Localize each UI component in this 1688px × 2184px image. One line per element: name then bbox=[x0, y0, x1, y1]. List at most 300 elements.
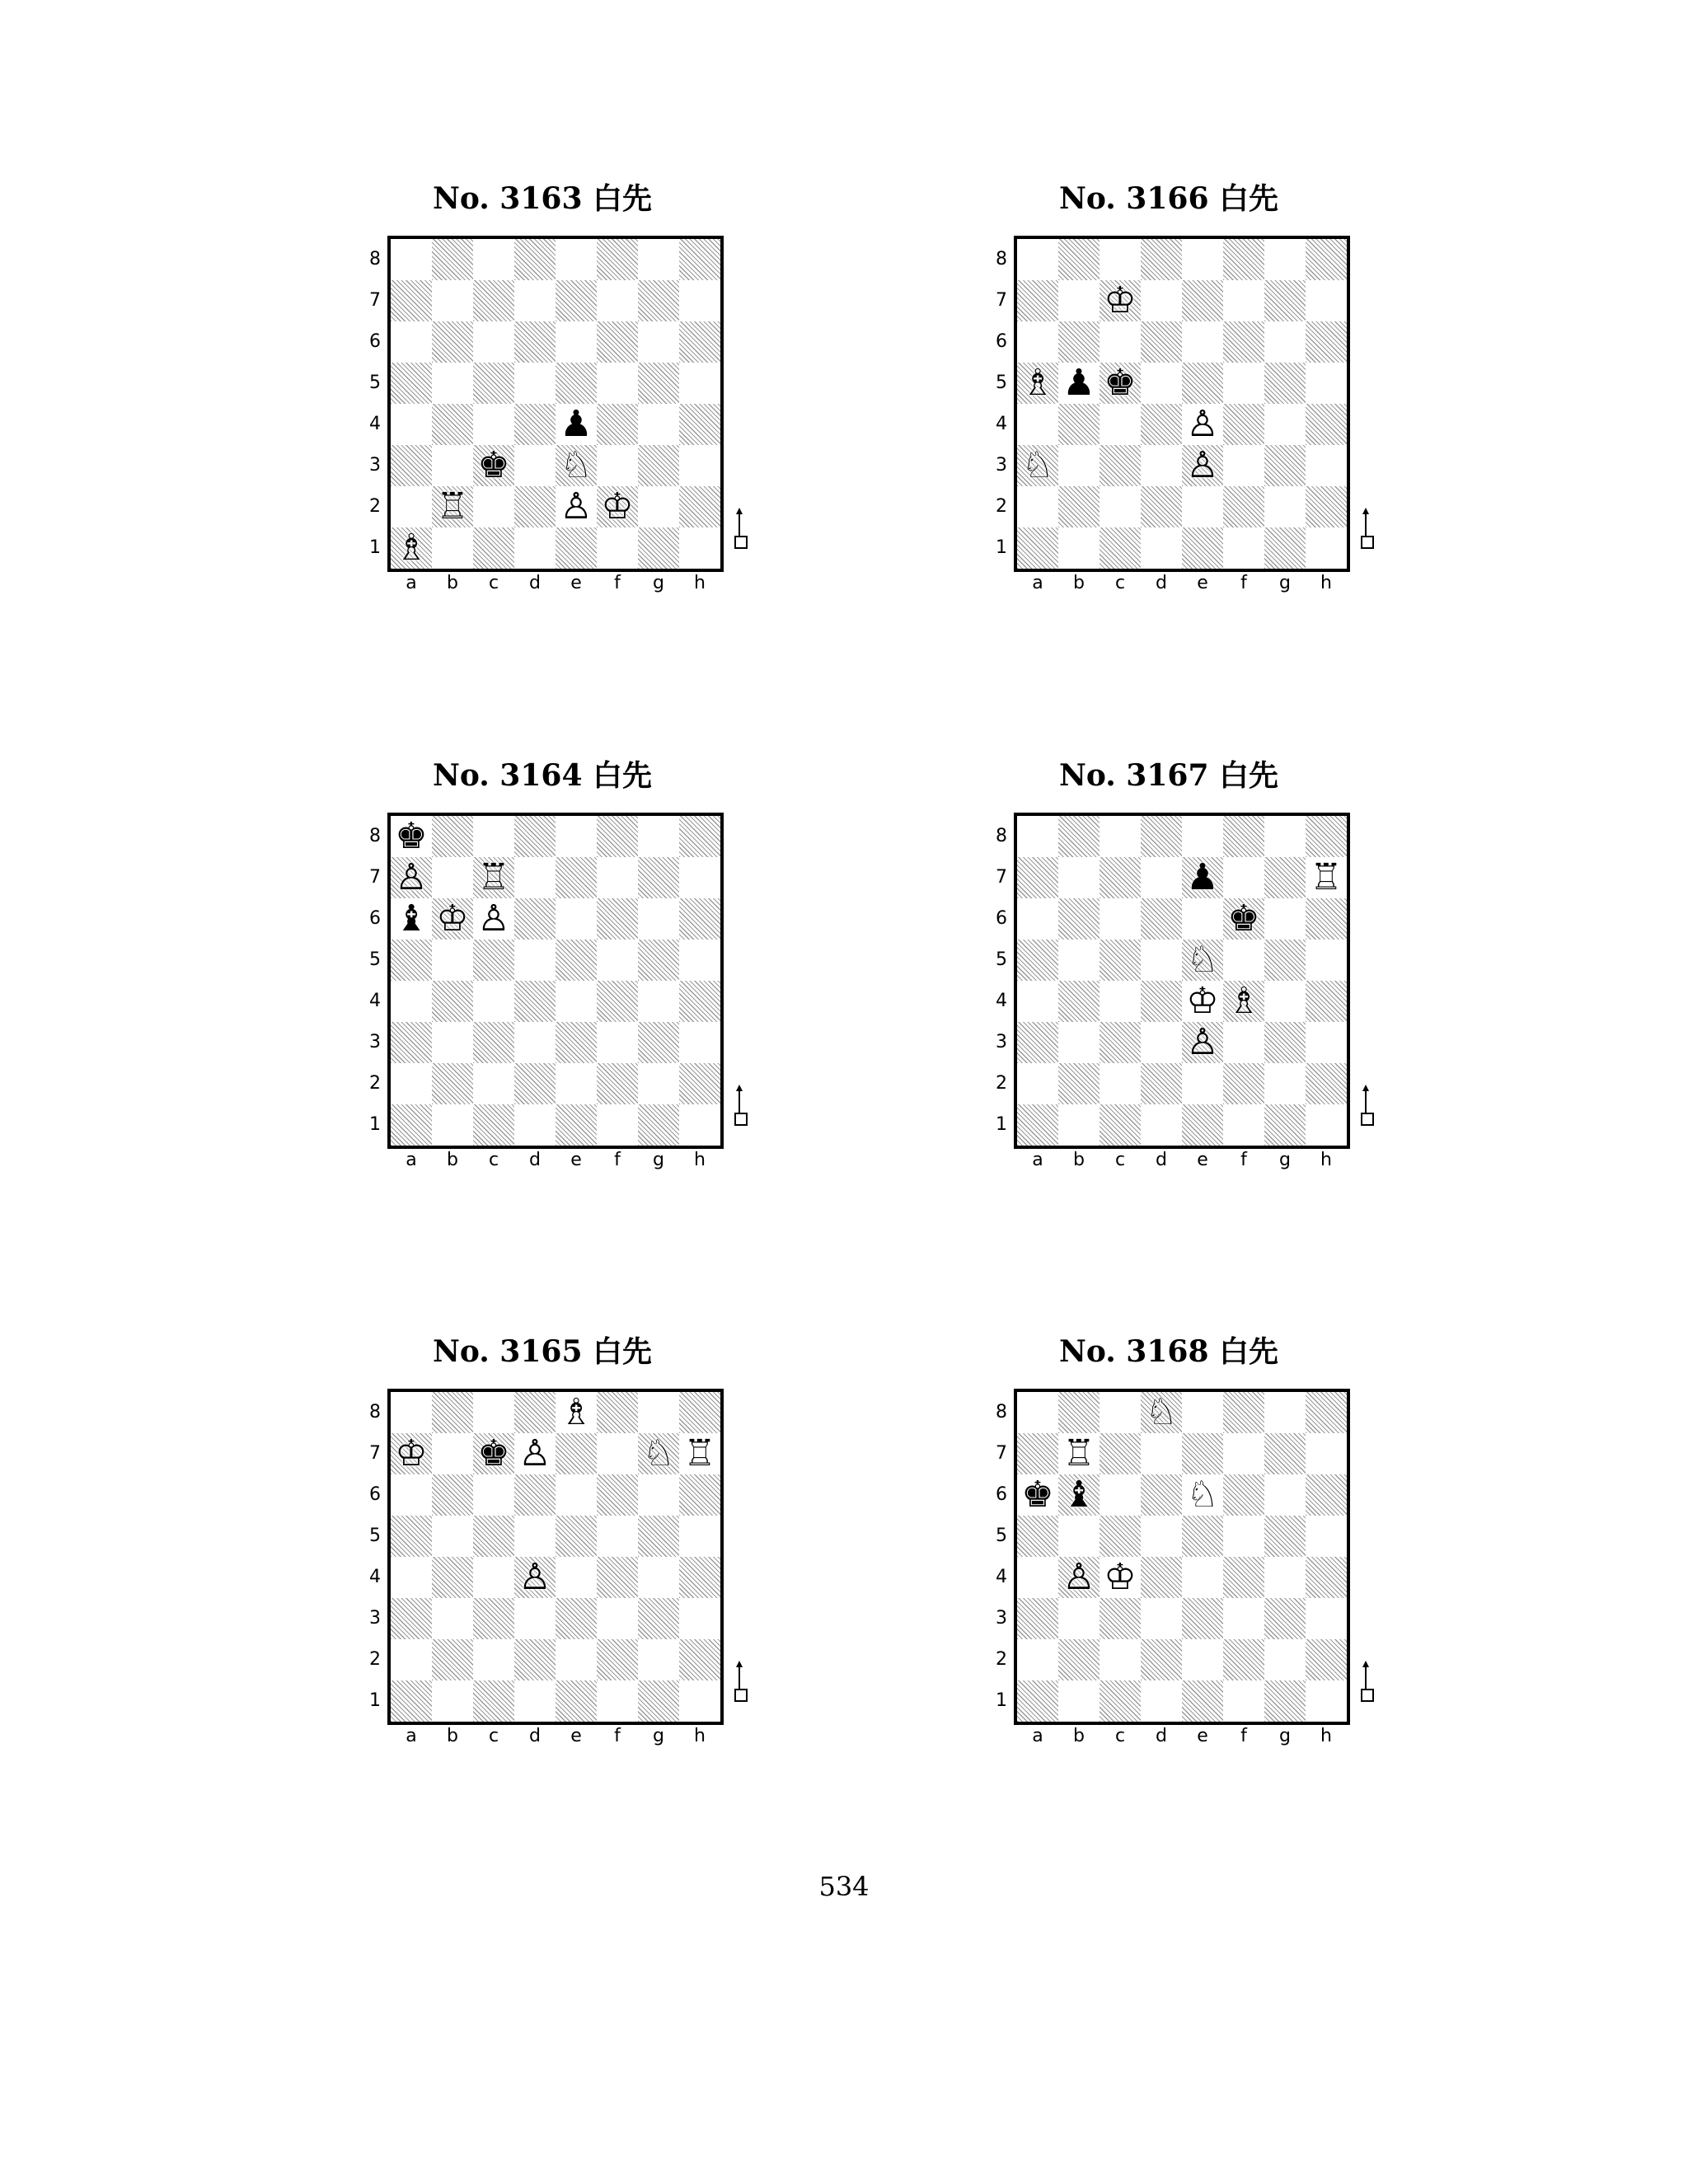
board-square bbox=[1058, 857, 1100, 898]
board-square bbox=[391, 981, 432, 1022]
board-square bbox=[391, 1022, 432, 1063]
board-square bbox=[1306, 280, 1347, 321]
board-square bbox=[391, 1639, 432, 1680]
file-label: h bbox=[694, 1726, 706, 1746]
board-square bbox=[514, 898, 556, 940]
file-label: c bbox=[1114, 573, 1126, 593]
rank-label: 3 bbox=[369, 1032, 381, 1052]
board-square bbox=[1141, 1557, 1182, 1598]
rank-label: 7 bbox=[369, 290, 381, 311]
board-square bbox=[1141, 1516, 1182, 1557]
rank-label: 6 bbox=[369, 908, 381, 929]
board-square bbox=[1100, 1433, 1141, 1474]
board-square bbox=[638, 1104, 679, 1146]
file-label: e bbox=[570, 573, 582, 593]
rank-label: 4 bbox=[369, 991, 381, 1011]
board-square bbox=[679, 404, 720, 445]
board-square bbox=[1100, 857, 1141, 898]
board-square bbox=[1223, 816, 1264, 857]
file-label: h bbox=[1320, 1726, 1332, 1746]
rank-label: 6 bbox=[369, 331, 381, 352]
white-pawn-icon: ♙ bbox=[560, 485, 593, 527]
board-square bbox=[556, 1022, 597, 1063]
board-square bbox=[1182, 1598, 1223, 1639]
board-square bbox=[1100, 239, 1141, 280]
black-king-icon: ♚ bbox=[477, 1432, 510, 1474]
file-label: c bbox=[1114, 1726, 1126, 1746]
board-square bbox=[1141, 1063, 1182, 1104]
rank-label: 8 bbox=[996, 1402, 1007, 1422]
board-square bbox=[432, 1598, 473, 1639]
board-square bbox=[1141, 1104, 1182, 1146]
board-square bbox=[597, 1433, 638, 1474]
board-square bbox=[638, 1516, 679, 1557]
board-square bbox=[473, 1474, 514, 1516]
white-to-move-icon bbox=[734, 536, 748, 549]
board-square bbox=[679, 1516, 720, 1557]
white-pawn-icon: ♙ bbox=[1186, 444, 1219, 486]
board-square bbox=[1058, 280, 1100, 321]
rank-label: 8 bbox=[996, 826, 1007, 846]
board-square bbox=[473, 1104, 514, 1146]
board-square bbox=[556, 816, 597, 857]
file-label: g bbox=[1279, 573, 1291, 593]
rank-label: 3 bbox=[369, 1608, 381, 1629]
white-rook-icon: ♖ bbox=[1310, 856, 1343, 898]
board-square bbox=[597, 1022, 638, 1063]
white-king-icon: ♔ bbox=[395, 1432, 428, 1474]
board-square bbox=[638, 816, 679, 857]
board-square bbox=[1264, 1680, 1306, 1722]
board-square bbox=[1058, 1392, 1100, 1433]
board-square bbox=[679, 898, 720, 940]
board-square bbox=[638, 1433, 679, 1474]
rank-label: 2 bbox=[369, 496, 381, 517]
page-number: 534 bbox=[818, 1871, 870, 1902]
board-square bbox=[1058, 363, 1100, 404]
turn-indicator bbox=[1358, 1661, 1375, 1702]
black-king-icon: ♚ bbox=[1021, 1474, 1054, 1516]
board-square bbox=[1182, 1063, 1223, 1104]
board-square bbox=[391, 239, 432, 280]
white-rook-icon: ♖ bbox=[683, 1432, 716, 1474]
chess-board bbox=[1014, 813, 1350, 1149]
board-square bbox=[1182, 363, 1223, 404]
board-square bbox=[1182, 527, 1223, 569]
turn-indicator bbox=[732, 1085, 748, 1126]
board-square bbox=[1100, 940, 1141, 981]
board-square bbox=[1264, 1557, 1306, 1598]
board-square bbox=[473, 280, 514, 321]
board-square bbox=[432, 527, 473, 569]
rank-label: 1 bbox=[369, 1690, 381, 1711]
board-square bbox=[1058, 898, 1100, 940]
rank-label: 6 bbox=[996, 908, 1007, 929]
board-square bbox=[597, 940, 638, 981]
board-square bbox=[432, 1516, 473, 1557]
board-square bbox=[1182, 280, 1223, 321]
board-square bbox=[391, 857, 432, 898]
board-square bbox=[1058, 1639, 1100, 1680]
board-square bbox=[473, 816, 514, 857]
rank-label: 2 bbox=[369, 1649, 381, 1670]
chess-diagram bbox=[954, 755, 1383, 1216]
rank-label: 4 bbox=[996, 1567, 1007, 1587]
board-square bbox=[597, 404, 638, 445]
board-square bbox=[1100, 1022, 1141, 1063]
board-square bbox=[1223, 898, 1264, 940]
board-square bbox=[514, 445, 556, 486]
board-square bbox=[1017, 527, 1058, 569]
board-square bbox=[514, 1022, 556, 1063]
chess-diagram bbox=[954, 178, 1383, 640]
board-square bbox=[1100, 816, 1141, 857]
board-square bbox=[1182, 1392, 1223, 1433]
board-square bbox=[1100, 1104, 1141, 1146]
board-square bbox=[1306, 321, 1347, 363]
file-label: c bbox=[488, 1726, 499, 1746]
board-square bbox=[473, 486, 514, 527]
board-square bbox=[1141, 404, 1182, 445]
board-square bbox=[1100, 1392, 1141, 1433]
rank-label: 5 bbox=[996, 1526, 1007, 1546]
board-square bbox=[1264, 1639, 1306, 1680]
board-square bbox=[1017, 1516, 1058, 1557]
board-square bbox=[556, 445, 597, 486]
board-square bbox=[432, 1104, 473, 1146]
board-square bbox=[1058, 404, 1100, 445]
board-square bbox=[473, 1392, 514, 1433]
black-bishop-icon: ♝ bbox=[395, 898, 428, 940]
board-square bbox=[1058, 940, 1100, 981]
white-pawn-icon: ♙ bbox=[1186, 403, 1219, 445]
board-square bbox=[1100, 1639, 1141, 1680]
file-label: d bbox=[529, 1726, 541, 1746]
board-square bbox=[556, 404, 597, 445]
board-square bbox=[391, 1474, 432, 1516]
board-square bbox=[679, 1680, 720, 1722]
board-square bbox=[473, 857, 514, 898]
file-label: d bbox=[529, 1150, 541, 1170]
white-bishop-icon: ♗ bbox=[395, 527, 428, 569]
board-square bbox=[1141, 898, 1182, 940]
black-pawn-icon: ♟ bbox=[1186, 856, 1219, 898]
board-square bbox=[1141, 1022, 1182, 1063]
file-label: g bbox=[1279, 1726, 1291, 1746]
board-square bbox=[597, 981, 638, 1022]
board-square bbox=[679, 1598, 720, 1639]
board-square bbox=[556, 1598, 597, 1639]
board-square bbox=[514, 527, 556, 569]
board-square bbox=[1223, 321, 1264, 363]
file-label: f bbox=[1240, 1150, 1247, 1170]
problem-title: No. 3164 白先 bbox=[432, 758, 653, 793]
board-square bbox=[1017, 1557, 1058, 1598]
board-square bbox=[556, 1557, 597, 1598]
board-square bbox=[1058, 1022, 1100, 1063]
board-square bbox=[556, 527, 597, 569]
board-square bbox=[556, 486, 597, 527]
file-label: e bbox=[1197, 573, 1208, 593]
file-label: a bbox=[406, 573, 417, 593]
board-square bbox=[1223, 1639, 1264, 1680]
board-square bbox=[1182, 857, 1223, 898]
board-square bbox=[679, 1063, 720, 1104]
rank-label: 7 bbox=[996, 290, 1007, 311]
white-knight-icon: ♘ bbox=[560, 444, 593, 486]
file-label: h bbox=[694, 573, 706, 593]
white-pawn-icon: ♙ bbox=[518, 1432, 551, 1474]
board-square bbox=[556, 1104, 597, 1146]
board-square bbox=[1306, 898, 1347, 940]
rank-label: 6 bbox=[996, 1484, 1007, 1505]
board-square bbox=[1306, 940, 1347, 981]
board-square bbox=[638, 1022, 679, 1063]
board-square bbox=[1182, 1433, 1223, 1474]
board-square bbox=[1223, 1433, 1264, 1474]
board-square bbox=[1182, 816, 1223, 857]
rank-label: 7 bbox=[996, 867, 1007, 888]
board-square bbox=[1264, 1392, 1306, 1433]
board-square bbox=[1223, 857, 1264, 898]
file-label: c bbox=[488, 573, 499, 593]
board-square bbox=[1141, 239, 1182, 280]
board-square bbox=[1141, 1680, 1182, 1722]
board-square bbox=[1223, 239, 1264, 280]
board-square bbox=[1223, 1022, 1264, 1063]
board-square bbox=[1306, 1392, 1347, 1433]
file-label: g bbox=[653, 573, 664, 593]
rank-label: 1 bbox=[996, 537, 1007, 558]
board-square bbox=[1306, 527, 1347, 569]
rank-label: 2 bbox=[369, 1073, 381, 1094]
board-square bbox=[391, 404, 432, 445]
board-square bbox=[638, 363, 679, 404]
board-square bbox=[1182, 1680, 1223, 1722]
board-square bbox=[1017, 445, 1058, 486]
problem-title: No. 3168 白先 bbox=[1058, 1334, 1279, 1369]
board-square bbox=[556, 940, 597, 981]
white-king-icon: ♔ bbox=[436, 898, 469, 940]
board-square bbox=[391, 445, 432, 486]
board-square bbox=[514, 1392, 556, 1433]
board-square bbox=[1141, 816, 1182, 857]
board-square bbox=[1223, 404, 1264, 445]
board-square bbox=[391, 816, 432, 857]
board-square bbox=[473, 1063, 514, 1104]
rank-label: 6 bbox=[996, 331, 1007, 352]
board-square bbox=[473, 981, 514, 1022]
board-square bbox=[597, 1063, 638, 1104]
board-square bbox=[638, 1063, 679, 1104]
board-square bbox=[514, 486, 556, 527]
file-label: b bbox=[447, 573, 458, 593]
board-square bbox=[1100, 1680, 1141, 1722]
board-square bbox=[514, 1474, 556, 1516]
white-to-move-icon bbox=[1361, 1113, 1374, 1126]
board-square bbox=[679, 1392, 720, 1433]
board-square bbox=[1306, 1639, 1347, 1680]
board-square bbox=[514, 981, 556, 1022]
board-square bbox=[432, 445, 473, 486]
rank-label: 8 bbox=[369, 1402, 381, 1422]
board-square bbox=[1182, 1022, 1223, 1063]
rank-label: 1 bbox=[369, 537, 381, 558]
board-square bbox=[679, 1639, 720, 1680]
board-square bbox=[432, 321, 473, 363]
board-square bbox=[1017, 239, 1058, 280]
board-square bbox=[1017, 1474, 1058, 1516]
board-square bbox=[638, 940, 679, 981]
board-square bbox=[473, 1557, 514, 1598]
board-square bbox=[514, 940, 556, 981]
board-square bbox=[1100, 1063, 1141, 1104]
board-square bbox=[514, 280, 556, 321]
white-knight-icon: ♘ bbox=[1186, 939, 1219, 981]
board-square bbox=[1264, 527, 1306, 569]
board-square bbox=[597, 857, 638, 898]
chess-board bbox=[387, 813, 724, 1149]
white-bishop-icon: ♗ bbox=[1227, 980, 1260, 1022]
board-square bbox=[514, 1433, 556, 1474]
board-square bbox=[597, 445, 638, 486]
board-square bbox=[1306, 363, 1347, 404]
file-label: a bbox=[1032, 1150, 1043, 1170]
board-square bbox=[1017, 981, 1058, 1022]
board-square bbox=[391, 1516, 432, 1557]
board-square bbox=[1058, 1598, 1100, 1639]
file-label: a bbox=[406, 1150, 417, 1170]
rank-label: 4 bbox=[996, 991, 1007, 1011]
turn-indicator bbox=[1358, 1085, 1375, 1126]
file-label: e bbox=[570, 1726, 582, 1746]
board-square bbox=[1017, 1598, 1058, 1639]
rank-label: 5 bbox=[369, 1526, 381, 1546]
board-square bbox=[1223, 527, 1264, 569]
board-square bbox=[1306, 486, 1347, 527]
file-label: f bbox=[1240, 573, 1247, 593]
board-square bbox=[1017, 1392, 1058, 1433]
board-square bbox=[1264, 486, 1306, 527]
board-square bbox=[1223, 1680, 1264, 1722]
rank-label: 6 bbox=[369, 1484, 381, 1505]
white-pawn-icon: ♙ bbox=[395, 856, 428, 898]
white-to-move-icon bbox=[1361, 536, 1374, 549]
board-square bbox=[1141, 981, 1182, 1022]
board-square bbox=[597, 363, 638, 404]
board-square bbox=[638, 1392, 679, 1433]
board-square bbox=[1182, 1639, 1223, 1680]
board-square bbox=[556, 857, 597, 898]
rank-label: 8 bbox=[369, 249, 381, 269]
board-square bbox=[1100, 1516, 1141, 1557]
board-square bbox=[1017, 857, 1058, 898]
problem-title: No. 3166 白先 bbox=[1058, 181, 1279, 216]
chess-board bbox=[387, 236, 724, 572]
board-square bbox=[1141, 1433, 1182, 1474]
file-label: b bbox=[1073, 1726, 1085, 1746]
board-square bbox=[514, 1639, 556, 1680]
board-square bbox=[432, 363, 473, 404]
chess-board bbox=[1014, 1389, 1350, 1725]
board-square bbox=[638, 1557, 679, 1598]
board-square bbox=[638, 857, 679, 898]
file-label: d bbox=[529, 573, 541, 593]
board-square bbox=[1306, 1433, 1347, 1474]
rank-label: 8 bbox=[369, 826, 381, 846]
board-square bbox=[514, 1557, 556, 1598]
board-square bbox=[1058, 1104, 1100, 1146]
board-square bbox=[679, 1474, 720, 1516]
board-square bbox=[597, 1392, 638, 1433]
board-square bbox=[638, 1474, 679, 1516]
board-square bbox=[1058, 1680, 1100, 1722]
board-square bbox=[679, 239, 720, 280]
board-square bbox=[1017, 816, 1058, 857]
file-label: a bbox=[1032, 1726, 1043, 1746]
white-pawn-icon: ♙ bbox=[477, 898, 510, 940]
chess-diagram bbox=[328, 1331, 757, 1793]
chess-diagram bbox=[328, 755, 757, 1216]
board-square bbox=[391, 280, 432, 321]
board-square bbox=[1058, 527, 1100, 569]
board-square bbox=[1017, 1104, 1058, 1146]
board-square bbox=[432, 898, 473, 940]
file-label: g bbox=[1279, 1150, 1291, 1170]
board-square bbox=[1100, 1557, 1141, 1598]
board-square bbox=[556, 898, 597, 940]
board-square bbox=[556, 239, 597, 280]
board-square bbox=[1017, 1433, 1058, 1474]
board-square bbox=[1182, 1474, 1223, 1516]
rank-label: 1 bbox=[369, 1114, 381, 1135]
board-square bbox=[1264, 321, 1306, 363]
board-square bbox=[556, 280, 597, 321]
board-square bbox=[1017, 1639, 1058, 1680]
board-square bbox=[597, 1516, 638, 1557]
board-square bbox=[473, 1516, 514, 1557]
board-square bbox=[597, 816, 638, 857]
white-pawn-icon: ♙ bbox=[1062, 1556, 1095, 1598]
board-square bbox=[391, 1104, 432, 1146]
board-square bbox=[473, 1598, 514, 1639]
board-square bbox=[597, 1104, 638, 1146]
board-square bbox=[638, 527, 679, 569]
file-label: e bbox=[1197, 1726, 1208, 1746]
board-square bbox=[391, 1433, 432, 1474]
board-square bbox=[1017, 280, 1058, 321]
board-square bbox=[1264, 940, 1306, 981]
rank-label: 3 bbox=[996, 1032, 1007, 1052]
board-square bbox=[1306, 1557, 1347, 1598]
rank-label: 1 bbox=[996, 1690, 1007, 1711]
board-square bbox=[473, 898, 514, 940]
board-square bbox=[432, 1392, 473, 1433]
board-square bbox=[638, 321, 679, 363]
board-square bbox=[1141, 1392, 1182, 1433]
board-square bbox=[391, 1598, 432, 1639]
board-square bbox=[1141, 363, 1182, 404]
board-square bbox=[1141, 280, 1182, 321]
board-square bbox=[1058, 816, 1100, 857]
board-square bbox=[1223, 1392, 1264, 1433]
board-square bbox=[1100, 981, 1141, 1022]
white-king-icon: ♔ bbox=[1186, 980, 1219, 1022]
board-square bbox=[1264, 981, 1306, 1022]
rank-label: 2 bbox=[996, 1073, 1007, 1094]
file-label: e bbox=[570, 1150, 582, 1170]
black-king-icon: ♚ bbox=[395, 815, 428, 857]
